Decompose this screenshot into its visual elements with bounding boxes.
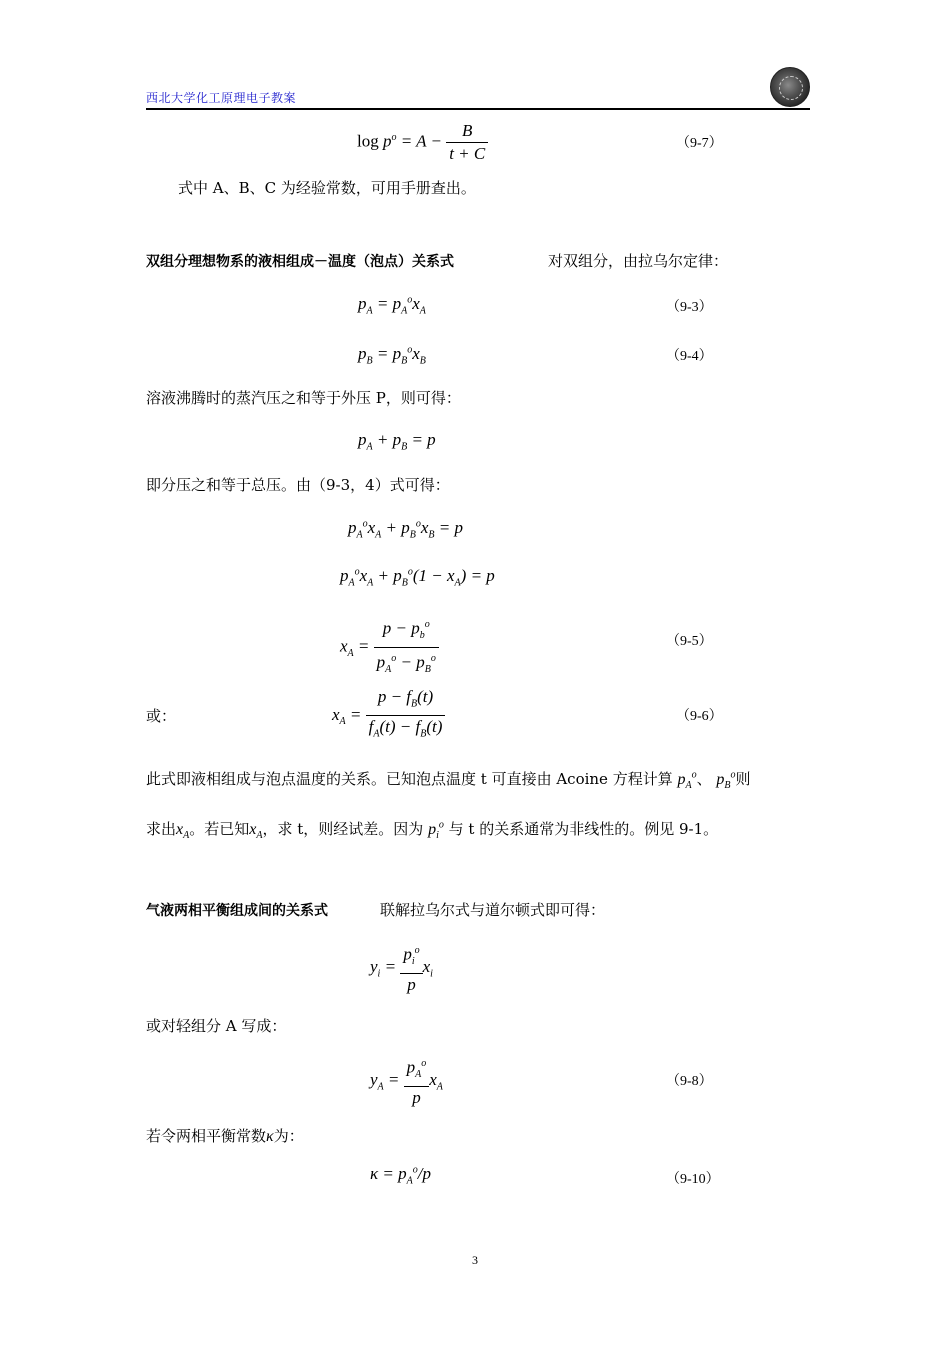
paragraph-boiling: 溶液沸腾时的蒸汽压之和等于外压 P，则可得： bbox=[146, 389, 461, 407]
equation-9-8: $y_A$ = $\frac{p_A^o}{p}$ $x_A$ bbox=[370, 1053, 443, 1109]
paragraph-constants: 式中 A、B、C 为经验常数，可用手册查出。 bbox=[178, 179, 476, 197]
page-number: 3 bbox=[472, 1253, 478, 1267]
section-heading-vle: 气液两相平衡组成间的关系式 bbox=[146, 903, 328, 919]
header-title: 西北大学化工原理电子教案 bbox=[146, 91, 297, 105]
equation-total-pressure: $p_A + p_B = p$ bbox=[358, 430, 436, 453]
equation-yi: $y_i$ = $\frac{p_i^o}{p}$ $x_i$ bbox=[370, 940, 433, 996]
paragraph-partial-pressure: 即分压之和等于总压。由（9-3，4）式可得： bbox=[146, 476, 450, 494]
equation-number-9-4: （9-4） bbox=[666, 349, 713, 364]
paragraph-light-component: 或对轻组分 A 写成： bbox=[146, 1017, 287, 1035]
equation-9-10: $\kappa = p_A^o/p$ bbox=[370, 1164, 431, 1187]
equation-number-9-7: （9-7） bbox=[676, 136, 723, 151]
equation-9-4: $p_B = p_B^ox_B$ bbox=[358, 344, 426, 367]
paragraph-relation-line1: 此式即液相组成与泡点温度的关系。已知泡点温度 t 可直接由 Acoine 方程计算 $p_A^o$、 $p_B^o$则 bbox=[146, 769, 751, 792]
equation-number-9-5: （9-5） bbox=[666, 634, 713, 649]
equation-9-7: $\log p^o = A$ − $\frac{B}{t + C}$ bbox=[357, 120, 488, 165]
equation-substitution: $p_A^ox_A + p_B^o(1 - x_A) = p$ bbox=[340, 566, 495, 589]
section-heading-bubble-point: 双组分理想物系的液相组成－温度（泡点）关系式 bbox=[146, 254, 454, 270]
equation-9-3: $p_A = p_A^ox_A$ bbox=[358, 294, 426, 317]
label-or: 或： bbox=[146, 707, 177, 725]
section-intro-raoult-dalton: 联解拉乌尔式与道尔顿式即可得： bbox=[380, 901, 606, 919]
header-divider bbox=[146, 108, 810, 110]
paragraph-equilibrium-constant: 若令两相平衡常数κ为： bbox=[146, 1127, 304, 1145]
equation-number-9-3: （9-3） bbox=[666, 300, 713, 315]
equation-9-5: $x_A$ = $\frac{p - p_b^o}{p_A^o - p_B^o}$ bbox=[340, 614, 439, 681]
equation-number-9-10: （9-10） bbox=[666, 1172, 720, 1187]
section-intro-raoult: 对双组分，由拉乌尔定律： bbox=[548, 252, 729, 270]
university-seal-icon bbox=[770, 67, 810, 107]
equation-sum-xp: $p_A^ox_A + p_B^ox_B = p$ bbox=[348, 518, 463, 541]
paragraph-relation-line2: 求出$x_A$。若已知$x_A$，求 t，则经试差。因为 $p_i^o$ 与 t 的关系通常为非线性的。例见 9-1。 bbox=[146, 819, 719, 842]
equation-9-6: $x_A$ = $\frac{p - f_B(t)}{f_A(t) - f_B(t)}$ bbox=[332, 686, 445, 746]
equation-number-9-6: （9-6） bbox=[676, 709, 723, 724]
equation-number-9-8: （9-8） bbox=[666, 1074, 713, 1089]
